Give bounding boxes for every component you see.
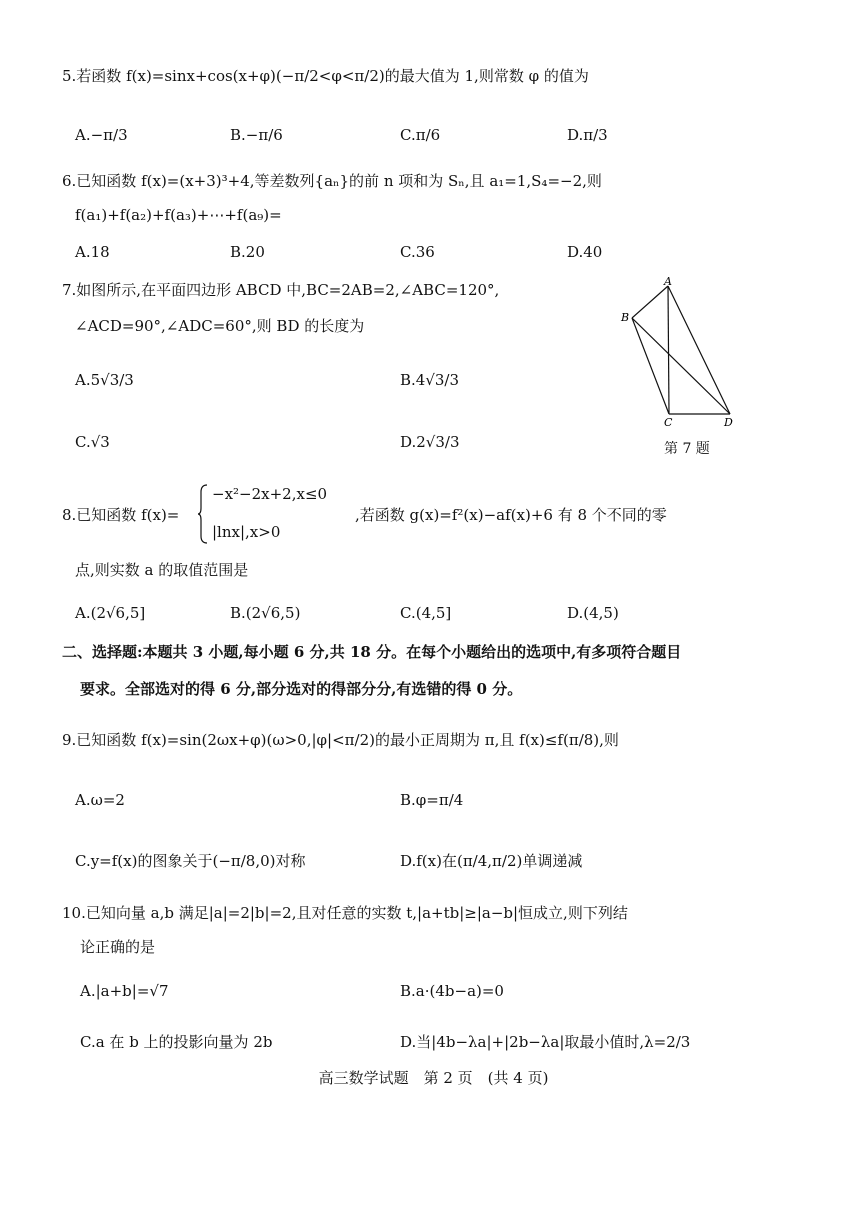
- q8-option-a: A.(2√6,5]: [75, 604, 146, 622]
- q6-option-b: B.20: [230, 243, 265, 261]
- q10-option-d: D.当|4b−λa|+|2b−λa|取最小值时,λ=2/3: [400, 1033, 691, 1051]
- q10-option-a: A.|a+b|=√7: [80, 982, 169, 1000]
- segment-bd: [632, 318, 730, 414]
- point-label-a: A: [664, 276, 672, 288]
- q7-option-a: A.5√3/3: [75, 371, 134, 389]
- q8-piece-1: −x²−2x+2,x≤0: [212, 485, 328, 503]
- segment-ab: [632, 286, 668, 318]
- q5-option-d: D.π/3: [567, 126, 608, 144]
- q7-option-c: C.√3: [75, 433, 110, 451]
- q8-stem-line2: 点,则实数 a 的取值范围是: [75, 561, 249, 579]
- q7-figure-caption: 第 7 题: [664, 441, 710, 457]
- q9-option-b: B.φ=π/4: [400, 791, 464, 809]
- q6-option-a: A.18: [75, 243, 110, 261]
- q9-option-c: C.y=f(x)的图象关于(−π/8,0)对称: [75, 852, 306, 870]
- q6-option-d: D.40: [567, 243, 603, 261]
- segment-da: [668, 286, 730, 414]
- q6-stem-line2: f(a₁)+f(a₂)+f(a₃)+⋯+f(a₉)=: [75, 206, 282, 224]
- q8-piece-2: |lnx|,x>0: [212, 523, 281, 541]
- q7-option-b: B.4√3/3: [400, 371, 460, 389]
- q8-option-b: B.(2√6,5): [230, 604, 301, 622]
- q9-stem: 9.已知函数 f(x)=sin(2ωx+φ)(ω>0,|φ|<π/2)的最小正周期为 π,且 f(x)≤f(π/8),则: [62, 731, 619, 749]
- q10-option-b: B.a·(4b−a)=0: [400, 982, 504, 1000]
- q5-option-c: C.π/6: [400, 126, 441, 144]
- q8-option-d: D.(4,5): [567, 604, 619, 622]
- q10-stem-line2: 论正确的是: [80, 938, 156, 956]
- q8-piecewise-brace: [198, 484, 208, 544]
- q7-geometry-figure: [612, 276, 742, 426]
- section2-instructions-line1: 二、选择题:本题共 3 小题,每小题 6 分,共 18 分。在每个小题给出的选项中,有多项符合题目: [62, 643, 682, 661]
- q7-stem-line1: 7.如图所示,在平面四边形 ABCD 中,BC=2AB=2,∠ABC=120°,: [62, 281, 500, 299]
- q8-stem-suffix: ,若函数 g(x)=f²(x)−af(x)+6 有 8 个不同的零: [355, 506, 667, 524]
- q5-stem: 5.若函数 f(x)=sinx+cos(x+φ)(−π/2<φ<π/2)的最大值为 1,则常数 φ 的值为: [62, 67, 589, 85]
- point-label-c: C: [664, 416, 673, 426]
- segment-ac: [668, 286, 669, 414]
- q7-stem-line2: ∠ACD=90°,∠ADC=60°,则 BD 的长度为: [75, 317, 365, 335]
- q8-option-c: C.(4,5]: [400, 604, 452, 622]
- q6-stem-line1: 6.已知函数 f(x)=(x+3)³+4,等差数列{aₙ}的前 n 项和为 Sₙ,且 a₁=1,S₄=−2,则: [62, 172, 602, 190]
- page-footer: 高三数学试题 第 2 页 (共 4 页): [318, 1069, 549, 1087]
- q7-option-d: D.2√3/3: [400, 433, 460, 451]
- section2-instructions-line2: 要求。全部选对的得 6 分,部分选对的得部分分,有选错的得 0 分。: [80, 680, 523, 698]
- q10-option-c: C.a 在 b 上的投影向量为 2b: [80, 1033, 273, 1051]
- q9-option-d: D.f(x)在(π/4,π/2)单调递减: [400, 852, 583, 870]
- point-label-d: D: [724, 416, 733, 426]
- q8-stem-prefix: 8.已知函数 f(x)=: [62, 506, 180, 524]
- q5-option-a: A.−π/3: [75, 126, 128, 144]
- q10-stem-line1: 10.已知向量 a,b 满足|a|=2|b|=2,且对任意的实数 t,|a+tb|≥|a−b|恒成立,则下列结: [62, 904, 628, 922]
- point-label-b: B: [621, 311, 630, 324]
- q6-option-c: C.36: [400, 243, 435, 261]
- q5-option-b: B.−π/6: [230, 126, 283, 144]
- segment-bc: [632, 318, 669, 414]
- q9-option-a: A.ω=2: [75, 791, 125, 809]
